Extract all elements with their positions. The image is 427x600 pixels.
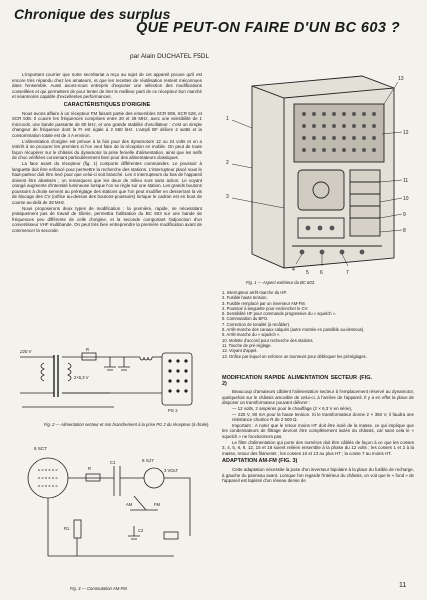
section-title-alimentation: MODIFICATION RAPIDE ALIMENTATION SECTEUR (FIG. 2) [222, 375, 372, 387]
body-paragraph: L'alimentation d'origine est prévue à la fois pour des dynamotors 12 ou 24 volts et on a intérêt à se procurer les premiers si l'on veut faire de la réception en mobile. On peut de toute façon récupérer sur le châssis du dynamotor la prise femelle d'alimentation, ainsi que les selfs de choc vérifiées convenant particulièrement bien pour des alimentateurs classiques. [12, 138, 202, 161]
legend-item: 5. Sensibilité HF pour commande progressive du « squelch ». [222, 311, 337, 317]
legend-item: 13. Orifice par lequel on enfonce un tournevis pour débloquer les préréglages. [222, 353, 367, 359]
figure-3-caption: Fig. 3 — Commutation AM-FM. [70, 586, 128, 591]
fig1-number-12: 12 [403, 130, 409, 136]
section-title-am-fm: ADAPTATION AM-FM (FIG. 3) [222, 458, 298, 465]
legend-item: 10. Molette d'accord pour recherche des stations. [222, 337, 314, 343]
figure-1-illustration [222, 68, 412, 276]
legend-item: 12. Voyant d'appel. [222, 348, 258, 354]
article-byline: par Alain DUCHATEL F5DL [130, 53, 210, 60]
legend-item: 11. Touche de pré-réglage. [222, 342, 272, 348]
legend-item: 3. Fusible remplacé par un inverseur AM-FM. [222, 300, 306, 306]
fig1-number-7: 7 [346, 270, 349, 276]
body-paragraph: La face avant du récepteur (fig. 1) comporte différentes commandes. Le poussoir à languette doit être enfoncé pour permettre la recherche des stations. L'interrupteur placé sous le haut-parleur doit être levé pour que celui-ci soit branché. Les 4 interrupteurs du bas de l'appareil doivent être abaissés ; on remarquera que les deux de milieu sont sans action. Le voyant orangé augmente d'intensité lumineuse lorsque l'on se règle sur une station. Les grands boutons poussoirs à droite servent au préréglage des stations que l'on peut modifier en desserrant la vis de blocage des CV (orifice au-dessus des boutons-poussoirs) lorsque le cadran est en bout de course au-delà de 28 MHz. [12, 160, 202, 206]
legend-item: 6. Commutation du BFO. [222, 316, 269, 322]
fig2-label-plug: PG 2 [168, 408, 178, 413]
figure-2-caption: Fig. 2 — Alimentation secteur et son branchement à la prise PG 2 du récepteur (à droite). [44, 422, 210, 427]
section-kicker: Chronique des surplus [14, 6, 171, 22]
fig1-number-8: 8 [403, 228, 406, 234]
fig1-number-13: 13 [398, 76, 404, 82]
fig1-number-11: 11 [403, 178, 409, 184]
figure-3-schematic [14, 436, 202, 584]
fig1-number-3: 3 [226, 194, 229, 200]
legend-item: 2. Fusible haute tension. [222, 295, 268, 301]
bullet-ht: — 220 V, 90 mA pour la haute tension. Si le transformateur donne 2 × 350 V, il faudra une résistance chutrice R de 2 500 Ω. [232, 411, 414, 423]
body-paragraph: Nous proposerons deux types de modification : la première, rapide, ne nécessitant pratiquement pas de travail de tôlerie, permettra l'utilisation du BC 603 sur une bande de fréquences peu différente de celle d'origine, et la seconde comportant l'adjonction d'un convertisseur VHF multibande. On peut très bien entreprendre la première modification avant de commencer la seconde. [12, 205, 202, 234]
fig3-label-c2: C2 [138, 528, 144, 533]
body-paragraph: Le filtre d'alimentation qui porte des numéros doit être câblée de façon à ce que les cosses 3, 4, 5, 6, 9, 12, 15 et 18 soient reliées ensemble à la phase du 12 volts ; les cosses 1 et 2 à la masse, retour des filaments ; les cosses 10 et 13 au plus HT ; la cosse 7 au moins HT. [222, 439, 414, 456]
fig2-label-mains: 220 V [20, 349, 32, 354]
legend-item: 9. Arrêt-marche du « squelch ». [222, 332, 281, 338]
fig1-number-2: 2 [226, 160, 229, 166]
fig2-label-heater: 2×6,3 V [74, 375, 89, 380]
legend-item: 8. Arrêt-marche des canaux calqués (autre montée en parallèle au-dessous). [222, 327, 365, 333]
fig1-number-9: 9 [403, 212, 406, 218]
fig3-label-r: R [88, 466, 92, 471]
fig2-label-resistor: R [86, 347, 90, 352]
body-paragraph: Nous avons affaire à un récepteur FM faisant partie des ensembles SCR 508, SCR 528, et SCR 538. Il couvre les fréquences comprises entre 20 et 28 MHz, avec une sensibilité de 1 microvolt, une bande passante de 80 kHz, et une grande stabilité d'oscillateur : c'est un simple changeur de fréquence dont la FI est égale à 2 650 kHz. L'ampli BF délivre 2 watts et la consommation totale est de 4 A environ. [12, 110, 202, 138]
page-number: 11 [399, 582, 407, 589]
intro-paragraph: L'important courrier que notre secrétariat a reçu au sujet de cet appareil prouve qu'il est encore très répandu chez les amateurs, et que les recettes de réutilisation restent méconnues dans l'ensemble. Aussi avons-nous entrepris d'exposer une sélection des modifications conseillées et qui permettent de pour tenter de tirer le meilleur parti de ce récepteur bon marché et néanmoins capable d'excellentes performances. [12, 72, 202, 100]
body-paragraph: Beaucoup d'amateurs câblent l'alimentation secteur à l'emplacement réservé au dynamotor, quelquefois sur le châssis amovible de celui-ci, à l'arrière de l'appareil. Il y a en effet la place de disposer un transformateur pouvant délivrer : [222, 389, 414, 406]
right-column [222, 376, 414, 484]
fig3-label-tube1: 6 SCT [34, 446, 48, 451]
bullet-heater: — 12 volts, 2 ampères pour le chauffage (2 × 6,3 V en série), [232, 405, 353, 411]
fig1-number-10: 10 [403, 196, 409, 202]
fig3-label-tube2: 6 SJ7 [142, 458, 154, 463]
fig1-number-1: 1 [226, 116, 229, 122]
fig3-label-r1: R1 [64, 526, 70, 531]
legend-item: 4. Poussoir à languette pour enclencher le CV. [222, 305, 309, 311]
figure-1-legend [222, 290, 414, 359]
figure-2-schematic [14, 345, 202, 415]
fig3-label-volt: 3 VOLT [164, 468, 179, 473]
body-paragraph: Important : A noter que le retour moins HT doit être isolé de la masse, ce qui implique que les condensateurs de filtrage devront être complètement isolés du châssis, car sans cela le « squelch » ne fonctionnera pas. [222, 422, 414, 439]
figure-1-caption: Fig. 1 — Aspect extérieur du BC 603. [246, 280, 316, 285]
fig3-label-c1: C1 [110, 460, 116, 465]
left-column [12, 72, 202, 234]
body-paragraph: Cette adaptation nécessite la pose d'un inverseur bipolaire à la place du fusible de recharge, à gauche du panneau avant. Lorsque l'on regarde l'intérieur du châssis, on voit que le « fond » de l'appareil est tapissé d'un réseau dense de [222, 466, 414, 484]
fig1-number-5: 5 [306, 270, 309, 276]
section-title-caracteristiques: CARACTÉRISTIQUES D'ORIGINE [63, 101, 151, 108]
legend-item: 7. Correction de tonalité (à recâbler). [222, 321, 291, 327]
legend-item: 1. Interrupteur arrêt-marche du HP. [222, 290, 287, 295]
fig3-label-fm: FM [154, 502, 161, 507]
fig3-label-am: AM [126, 502, 133, 507]
fig1-number-4: 4 [292, 267, 295, 273]
article-title: QUE PEUT-ON FAIRE D'UN BC 603 ? [136, 20, 400, 36]
fig1-number-6: 6 [320, 270, 323, 276]
